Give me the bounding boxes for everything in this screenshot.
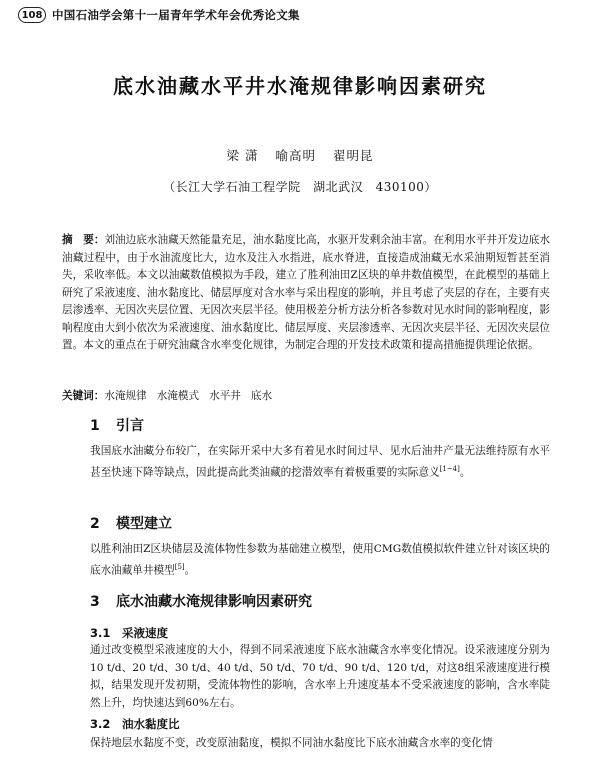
- section-heading-1: [90, 415, 144, 435]
- keyword: 底水: [250, 390, 273, 402]
- page-number: 108: [18, 7, 46, 23]
- section-3-1-paragraph: 通过改变模型采液速度的大小，得到不同采液速度下底水油藏含水率变化情况。设采液速度分别为10 t/d、20 t/d、30 t/d、40 t/d、50 t/d、70 t/d、90 t/d、120 t/d，对这8组采液速度进行模拟，结果发现开发初期，受流体物性的影响，含水率上升速度基本不受采液速度的影响，含水率陡然上升，均快速达到60%左右。: [90, 644, 550, 709]
- author: 喻高明: [275, 148, 316, 163]
- keyword: 水淹模式: [156, 390, 200, 402]
- keywords-label: 关键词：: [62, 390, 105, 402]
- running-header: [18, 4, 558, 26]
- abstract: [62, 232, 550, 355]
- section-title: 底水油藏水淹规律影响因素研究: [116, 594, 312, 610]
- author-list: [0, 146, 600, 164]
- subsection-heading-3-1: [90, 625, 168, 641]
- section-number: 2: [90, 516, 100, 532]
- journal-title: 中国石油学会第十一届青年学术年会优秀论文集: [52, 8, 300, 22]
- paper-title: 底水油藏水平井水淹规律影响因素研究: [113, 74, 487, 98]
- subsection-title: 油水黏度比: [122, 717, 180, 731]
- keyword: 水平井: [209, 390, 241, 402]
- author: 梁 潇: [226, 148, 259, 163]
- paragraph-end: 。: [459, 466, 471, 479]
- subsection-number: 3.2: [90, 717, 111, 731]
- keywords: [62, 388, 550, 406]
- subsection-number: 3.1: [90, 626, 111, 640]
- section-number: 1: [90, 418, 100, 434]
- abstract-text: 刘油边底水油藏天然能量充足，油水黏度比高，水驱开发剩余油丰富。在利用水平井开发边底水油藏过程中，由于水油流度比大，边水及注入水指进，底水脊进，直接造成油藏无水采油期短暂甚至消失，采收率低。本文以油藏数值模拟为手段，建立了胜利油田Z区块的单井数值模型，在此模型的基础上研究了采液速度、油水黏度比、储层厚度对含水率与采出程度的影响，并且考虑了夹层的存在，主要有夹层渗透率、无因次夹层位置、无因次夹层半径。使用极差分析方法分析各参数对见水时间的影响程度，影响程度由大到小依次为采液速度、油水黏度比、储层厚度、夹层渗透率、无因次夹层半径、无因次夹层位置。本文的重点在于研究油藏含水率变化规律，为制定合理的开发技术政策和提高措施提供理论依据。: [62, 234, 550, 351]
- paragraph-end: 。: [184, 564, 196, 577]
- subsection-title: 采液速度: [122, 626, 168, 640]
- affiliation: （长江大学石油工程学院 湖北武汉 430100）: [163, 180, 437, 194]
- section-title: 模型建立: [116, 516, 172, 532]
- keyword: 水淹规律: [104, 390, 147, 402]
- section-heading-3: [90, 591, 312, 611]
- section-title: 引言: [116, 418, 144, 434]
- section-1-paragraph: [90, 443, 550, 482]
- subsection-heading-3-2: [90, 716, 180, 732]
- paragraph-text: 以胜利油田Z区块储层及流体物性参数为基础建立模型，使用CMG数值模拟软件建立针对该区块的底水油藏单井模型: [90, 543, 550, 577]
- section-2-paragraph: [90, 541, 550, 580]
- section-number: 3: [90, 594, 100, 610]
- section-heading-2: [90, 513, 172, 533]
- citation: [1~4]: [439, 464, 460, 473]
- author: 翟明昆: [332, 148, 374, 163]
- citation: [5]: [174, 562, 185, 571]
- abstract-label: 摘 要：: [62, 234, 105, 246]
- section-3-2-paragraph: 保持地层水黏度不变，改变原油黏度，模拟不同油水黏度比下底水油藏含水率的变化情: [90, 737, 493, 749]
- paragraph-text: 我国底水油藏分布较广，在实际开采中大多有着见水时间过早、见水后油井产量无法维持原有水平甚至快速下降等缺点，因此提高此类油藏的挖潜效率有着极重要的实际意义: [90, 445, 550, 479]
